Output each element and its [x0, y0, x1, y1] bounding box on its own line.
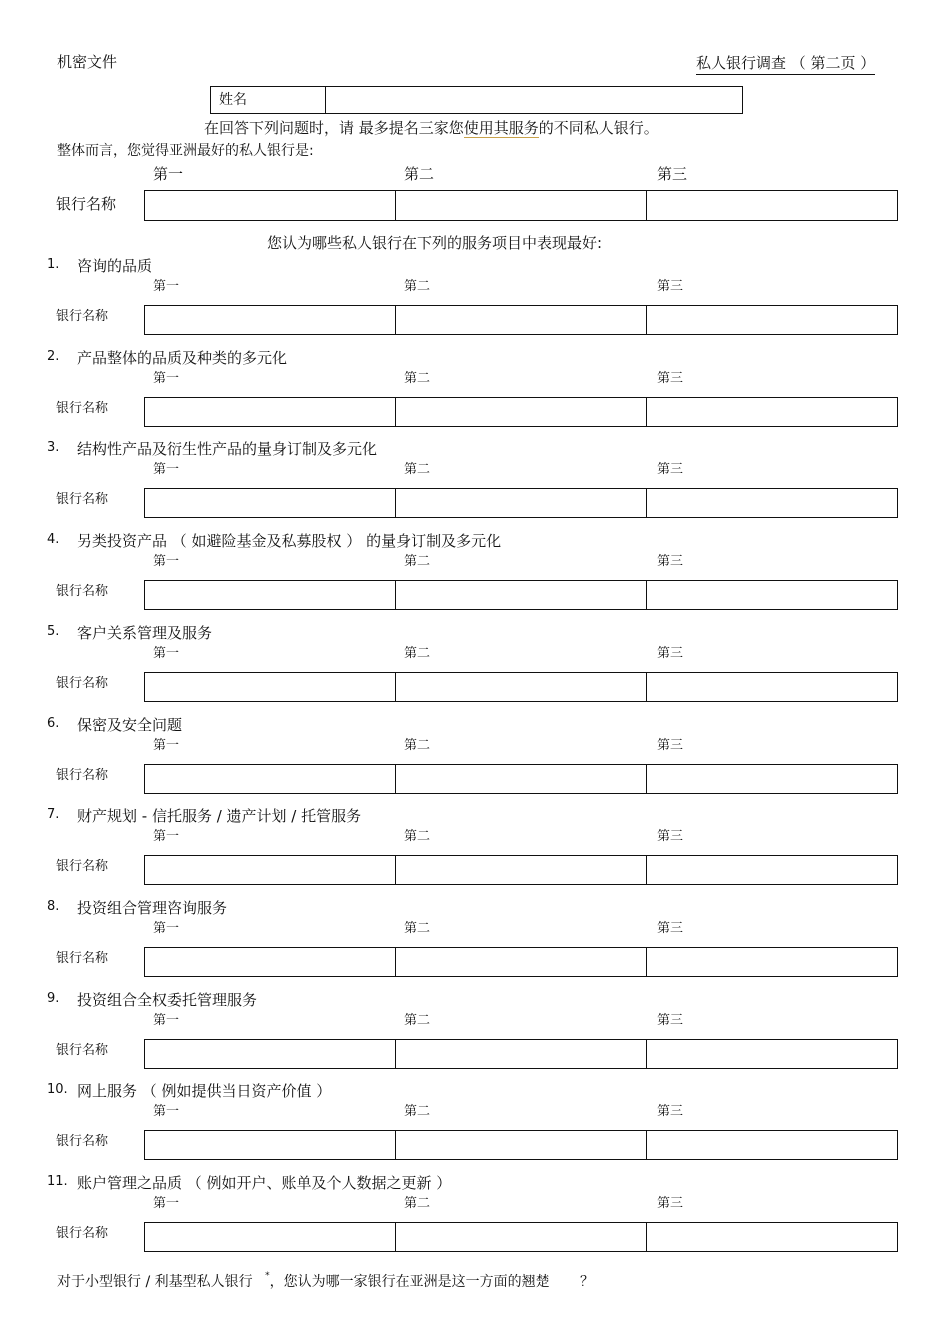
bank-answer-cell[interactable]: [647, 1223, 897, 1251]
question-text: 账户管理之品质 （ 例如开户、账单及个人数据之更新 ）: [77, 1174, 452, 1192]
rank-label-third: 第三: [657, 1012, 684, 1028]
bank-answer-cell[interactable]: [396, 765, 647, 793]
question-text: 另类投资产品 （ 如避险基金及私募股权 ） 的量身订制及多元化: [77, 532, 502, 551]
rank-label-first: 第一: [153, 1196, 180, 1211]
rank-label-third: 第三: [657, 279, 684, 294]
closing-end: ？: [580, 1274, 595, 1290]
bank-answer-cell[interactable]: [145, 673, 396, 701]
bank-answer-cell[interactable]: [396, 1223, 647, 1251]
rank-label-third: 第三: [657, 370, 684, 386]
rank-label-third: 第三: [657, 1196, 684, 1211]
name-field-label: 姓名: [211, 87, 326, 113]
question-text: 网上服务 （ 例如提供当日资产价值 ）: [77, 1082, 332, 1101]
bank-answer-cell[interactable]: [647, 1040, 897, 1068]
question-text: 投资组合全权委托管理服务: [77, 990, 258, 1009]
bank-answer-cell[interactable]: [396, 673, 647, 701]
bank-answer-cell[interactable]: [647, 1131, 897, 1159]
bank-answer-cell[interactable]: [145, 1223, 396, 1251]
bank-name-label: 银行名称: [56, 1134, 109, 1150]
rank-label-second: 第二: [404, 920, 431, 936]
bank-answer-cell[interactable]: [647, 948, 897, 976]
bank-answer-cell[interactable]: [145, 948, 396, 976]
question-number: 6.: [47, 715, 60, 731]
closing-text-2: ，您认为哪一家银行在亚洲是这一方面的翘楚: [269, 1274, 550, 1290]
bank-name-label: 银行名称: [56, 400, 109, 416]
closing-text-1: 对于小型银行 / 利基型私人银行: [57, 1274, 253, 1290]
bank-answer-cell[interactable]: [145, 856, 396, 884]
answer-row: [144, 488, 898, 518]
bank-answer-cell[interactable]: [647, 306, 897, 334]
overall-answer-3[interactable]: [647, 191, 897, 220]
instruction-text-2: 的不同私人银行。: [538, 119, 659, 137]
bank-answer-cell[interactable]: [396, 581, 647, 609]
question-number: 11.: [47, 1174, 68, 1189]
instruction: [204, 117, 659, 138]
overall-answer-1[interactable]: [145, 191, 396, 220]
answer-row: [144, 855, 898, 885]
question-number: 7.: [47, 807, 60, 823]
bank-answer-cell[interactable]: [396, 948, 647, 976]
bank-answer-cell[interactable]: [647, 856, 897, 884]
overall-rank-1: 第一: [153, 165, 184, 183]
bank-answer-cell[interactable]: [396, 306, 647, 334]
question-number: 3.: [47, 440, 60, 456]
overall-answer-2[interactable]: [396, 191, 647, 220]
rank-label-third: 第三: [657, 920, 684, 936]
bank-answer-cell[interactable]: [647, 673, 897, 701]
rank-label-first: 第一: [153, 737, 180, 753]
bank-answer-cell[interactable]: [396, 489, 647, 517]
rank-label-second: 第二: [404, 554, 431, 570]
question-number: 9.: [47, 990, 60, 1006]
closing-question: [57, 1271, 594, 1291]
answer-row: [144, 397, 898, 427]
rank-label-third: 第三: [657, 554, 684, 570]
bank-name-label: 银行名称: [56, 950, 109, 966]
rank-label-second: 第二: [404, 370, 431, 386]
question-text: 财产规划 - 信托服务 / 遗产计划 / 托管服务: [77, 807, 362, 826]
bank-name-label: 银行名称: [56, 309, 109, 324]
rank-label-third: 第三: [657, 645, 684, 661]
bank-answer-cell[interactable]: [145, 398, 396, 426]
rank-label-second: 第二: [404, 737, 431, 753]
bank-answer-cell[interactable]: [647, 581, 897, 609]
bank-name-label: 银行名称: [56, 492, 109, 508]
rank-label-second: 第二: [404, 829, 431, 845]
section-title: 您认为哪些私人银行在下列的服务项目中表现最好:: [267, 234, 603, 252]
answer-row: [144, 672, 898, 702]
rank-label-first: 第一: [153, 645, 180, 661]
bank-name-label: 银行名称: [56, 1226, 109, 1241]
bank-name-label: 银行名称: [56, 584, 109, 600]
bank-answer-cell[interactable]: [145, 489, 396, 517]
question-number: 10.: [47, 1082, 68, 1098]
question-text: 保密及安全问题: [77, 715, 183, 734]
rank-label-first: 第一: [153, 279, 180, 294]
question-text: 产品整体的品质及种类的多元化: [77, 348, 288, 367]
question-text: 咨询的品质: [77, 257, 153, 275]
bank-answer-cell[interactable]: [647, 489, 897, 517]
name-field-input[interactable]: [326, 87, 742, 113]
bank-answer-cell[interactable]: [647, 398, 897, 426]
rank-label-second: 第二: [404, 645, 431, 661]
instruction-underlined: 使用其服务: [463, 119, 539, 137]
question-number: 1.: [47, 257, 60, 272]
name-field: [210, 86, 743, 114]
bank-answer-cell[interactable]: [145, 306, 396, 334]
answer-row: [144, 305, 898, 335]
question-text: 投资组合管理咨询服务: [77, 898, 228, 917]
answer-row: [144, 580, 898, 610]
bank-answer-cell[interactable]: [396, 1131, 647, 1159]
question-number: 8.: [47, 898, 60, 914]
answer-row: [144, 1039, 898, 1069]
answer-row: [144, 947, 898, 977]
overall-answer-row: [144, 190, 898, 221]
answer-row: [144, 764, 898, 794]
rank-label-first: 第一: [153, 370, 180, 386]
question-text: 结构性产品及衍生性产品的量身订制及多元化: [77, 440, 378, 459]
doc-confidential-label: 机密文件: [57, 53, 118, 71]
rank-label-first: 第一: [153, 1104, 180, 1120]
bank-answer-cell[interactable]: [396, 1040, 647, 1068]
question-number: 5.: [47, 623, 60, 639]
rank-label-third: 第三: [657, 829, 684, 845]
bank-name-label: 银行名称: [56, 1042, 109, 1058]
closing-marker: *: [265, 1271, 270, 1281]
bank-answer-cell[interactable]: [145, 765, 396, 793]
bank-answer-cell[interactable]: [396, 398, 647, 426]
bank-answer-cell[interactable]: [396, 856, 647, 884]
overall-row-label: 银行名称: [56, 195, 117, 213]
rank-label-first: 第一: [153, 554, 180, 570]
overall-question: 整体而言，您觉得亚洲最好的私人银行是:: [57, 143, 314, 159]
rank-label-third: 第三: [657, 462, 684, 478]
bank-answer-cell[interactable]: [647, 765, 897, 793]
rank-label-second: 第二: [404, 1012, 431, 1028]
bank-name-label: 银行名称: [56, 675, 109, 691]
rank-label-third: 第三: [657, 1104, 684, 1120]
bank-name-label: 银行名称: [56, 859, 109, 875]
answer-row: [144, 1222, 898, 1252]
bank-name-label: 银行名称: [56, 767, 109, 783]
rank-label-second: 第二: [404, 462, 431, 478]
rank-label-first: 第一: [153, 829, 180, 845]
bank-answer-cell[interactable]: [145, 1131, 396, 1159]
rank-label-second: 第二: [404, 1196, 431, 1211]
answer-row: [144, 1130, 898, 1160]
rank-label-second: 第二: [404, 1104, 431, 1120]
question-text: 客户关系管理及服务: [77, 623, 213, 642]
rank-label-first: 第一: [153, 920, 180, 936]
rank-label-second: 第二: [404, 279, 431, 294]
rank-label-first: 第一: [153, 1012, 180, 1028]
instruction-text-1: 在回答下列问题时，请 最多提名三家您: [204, 119, 464, 137]
rank-label-first: 第一: [153, 462, 180, 478]
overall-rank-2: 第二: [404, 165, 435, 183]
overall-rank-3: 第三: [657, 165, 688, 183]
doc-header-title: 私人银行调查 （ 第二页 ）: [696, 52, 875, 75]
question-number: 4.: [47, 532, 60, 548]
rank-label-third: 第三: [657, 737, 684, 753]
bank-answer-cell[interactable]: [145, 1040, 396, 1068]
question-number: 2.: [47, 348, 60, 364]
bank-answer-cell[interactable]: [145, 581, 396, 609]
